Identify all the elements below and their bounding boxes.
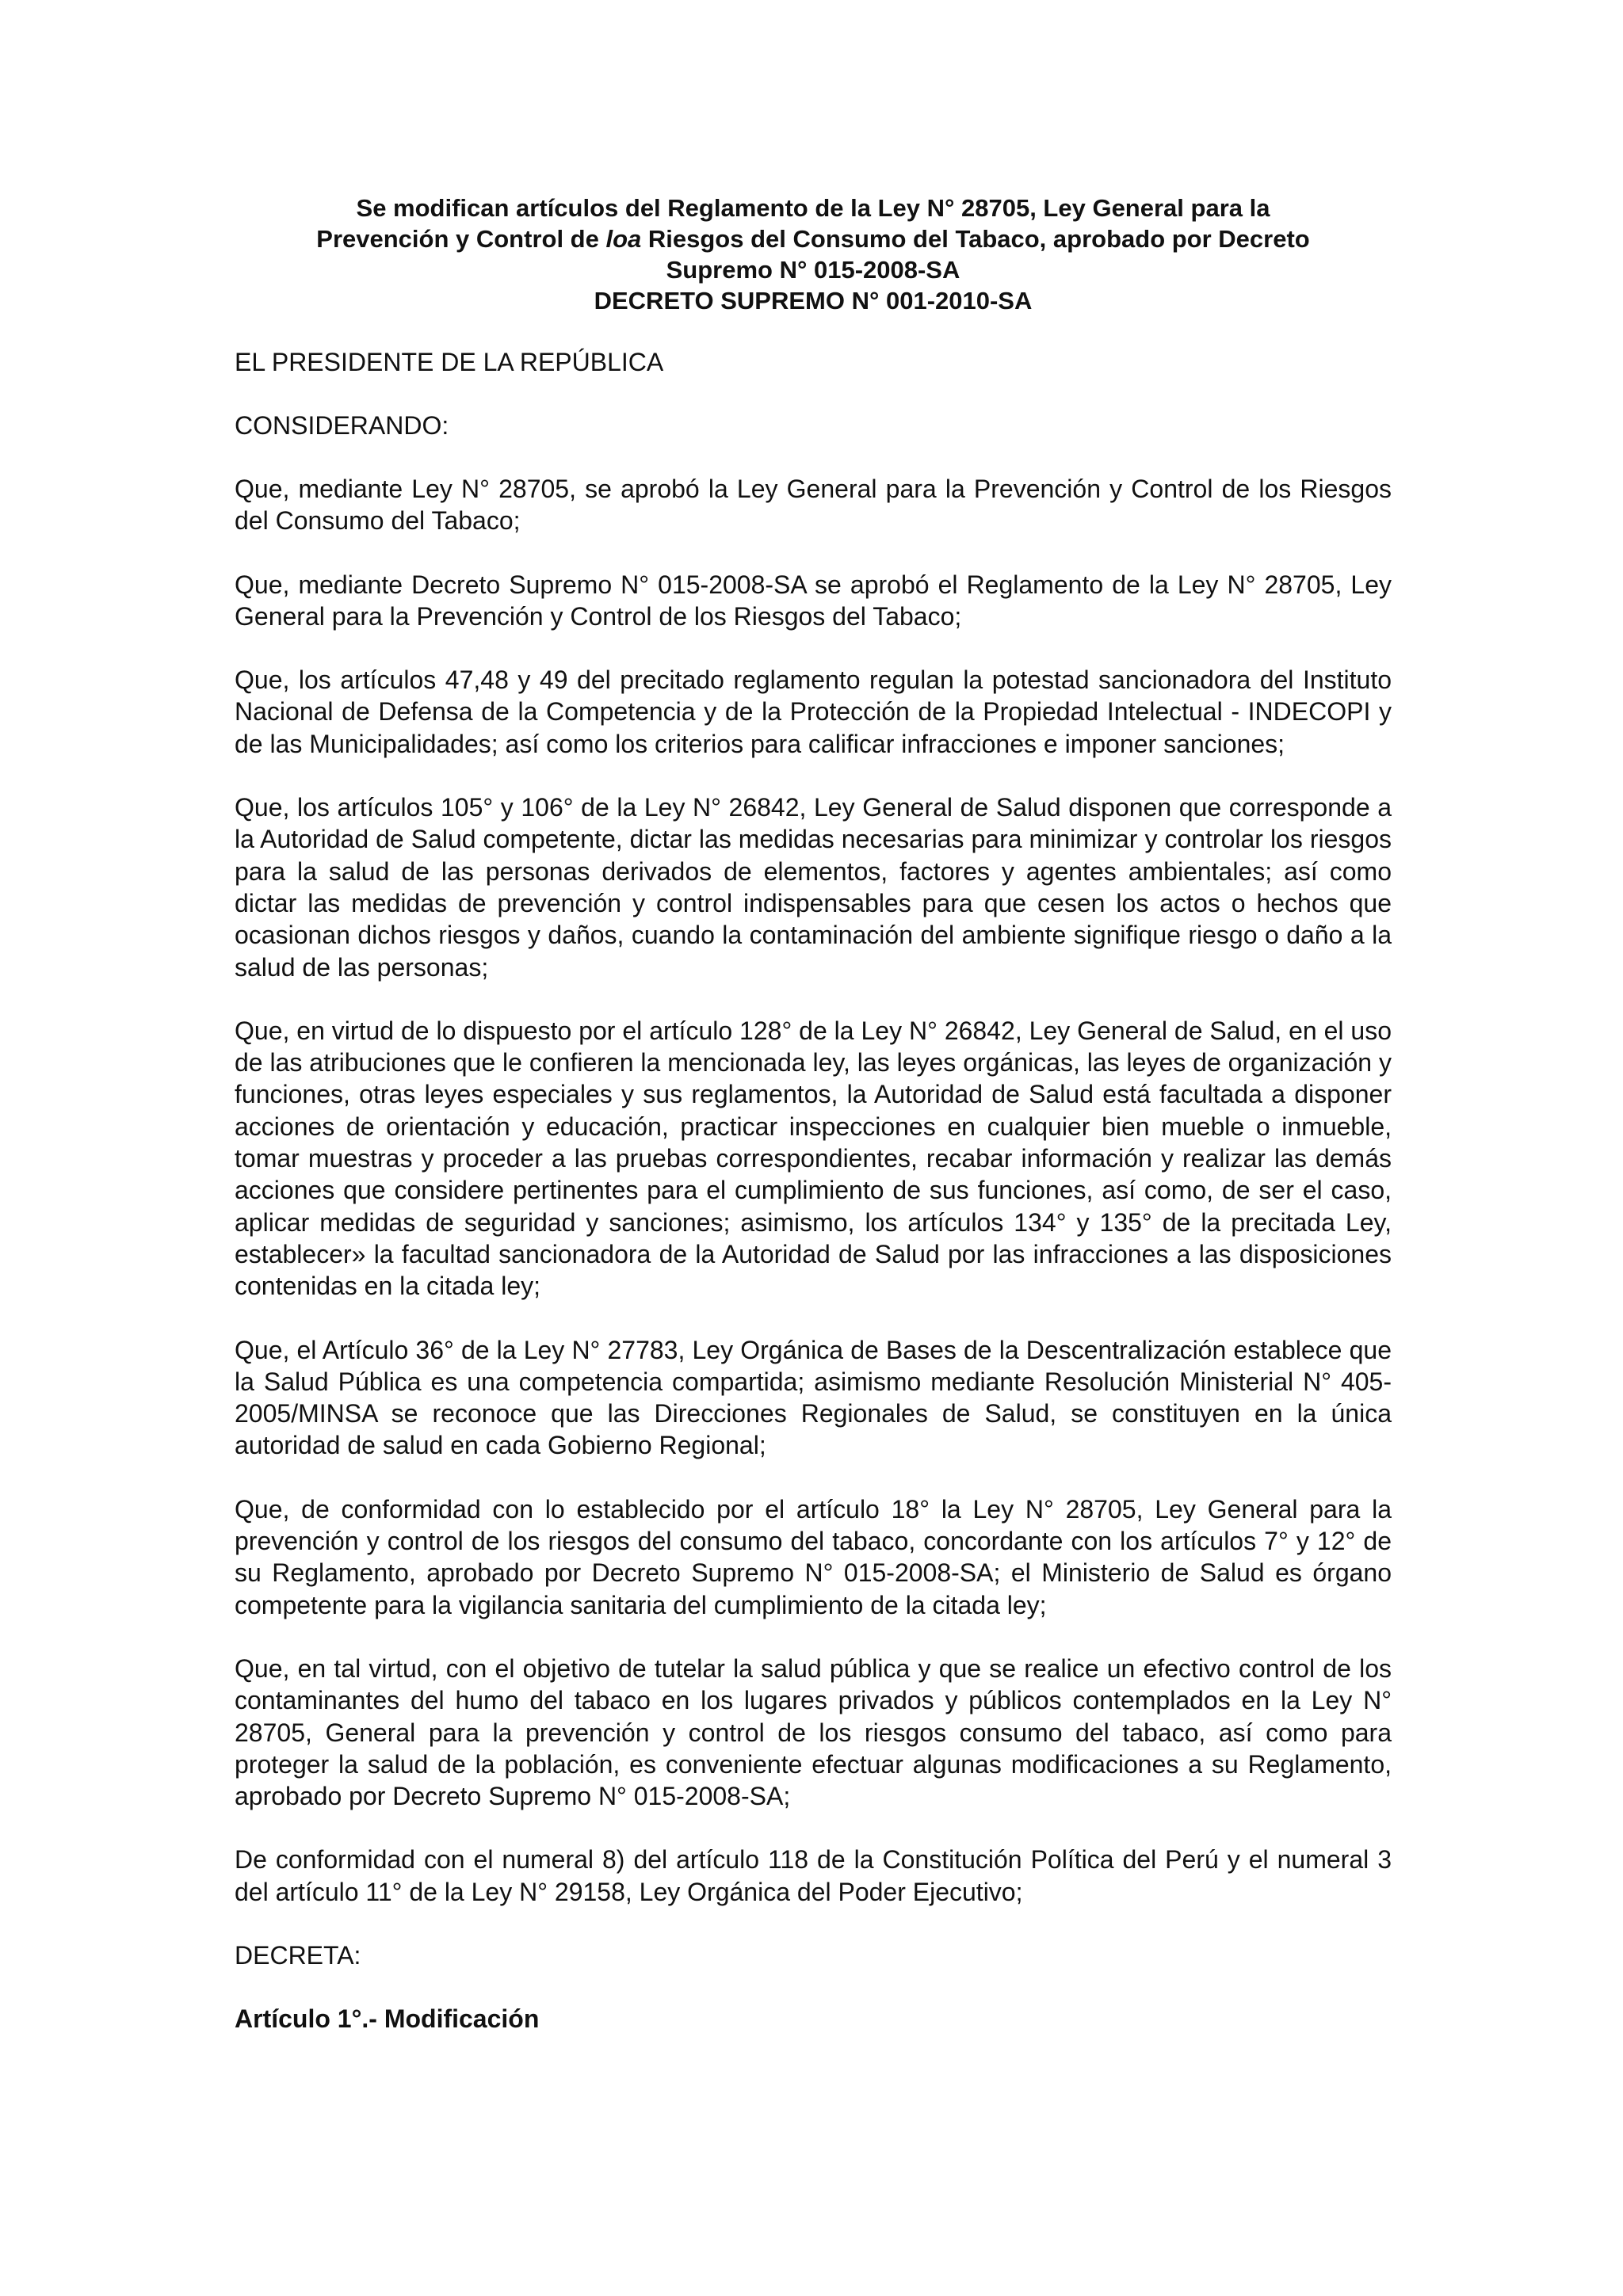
president-line: EL PRESIDENTE DE LA REPÚBLICA bbox=[235, 348, 664, 376]
paragraph-2: Que, mediante Decreto Supremo N° 015-2008-SA se aprobó el Reglamento de la Ley N° 28705, Ley General para la Prevención y Control de los Riesgos del Tabaco; bbox=[235, 570, 1392, 631]
title-line-2 bbox=[235, 223, 1392, 254]
title-line-3: Supremo N° 015-2008-SA bbox=[666, 256, 960, 284]
paragraph-6: Que, el Artículo 36° de la Ley N° 27783, Ley Orgánica de Bases de la Descentralización establece que la Salud Pública es una competencia compartida; asimismo mediante Resolución Ministerial N° 405-2005/MINSA se reconoce que las Direcciones Regionales de Salud, se constituyen en la única autoridad de salud en cada Gobierno Regional; bbox=[235, 1335, 1392, 1460]
title-line-2-italic: loa bbox=[605, 225, 642, 253]
paragraph-3: Que, los artículos 47,48 y 49 del precitado reglamento regulan la potestad sancionadora del Instituto Nacional de Defensa de la Competencia y de la Protección de la Propiedad Intelectual - INDECOPI y de las Municipalidades; así como los criterios para calificar infracciones e imponer sanciones; bbox=[235, 666, 1392, 758]
paragraph-4: Que, los artículos 105° y 106° de la Ley N° 26842, Ley General de Salud disponen que corresponde a la Autoridad de Salud competente, dictar las medidas necesarias para minimizar y controlar los riesgos para la salud de las personas derivados de elementos, factores y agentes ambientales; así como dictar las medidas de prevención y control indispensables para que cesen los actos o hechos que ocasionan dichos riesgos y daños, cuando la contaminación del ambiente signifique riesgo o daño a la salud de las personas; bbox=[235, 793, 1392, 982]
paragraph-8: Que, en tal virtud, con el objetivo de tutelar la salud pública y que se realice un efectivo control de los contaminantes del humo del tabaco en los lugares privados y públicos contemplados en la Ley N° 28705, General para la prevención y control de los riesgos consumo del tabaco, así como para proteger la salud de la población, es conveniente efectuar algunas modificaciones a su Reglamento, aprobado por Decreto Supremo N° 015-2008-SA; bbox=[235, 1653, 1392, 1811]
paragraph-9: De conformidad con el numeral 8) del artículo 118 de la Constitución Política del Perú y el numeral 3 del artículo 11° de la Ley N° 29158, Ley Orgánica del Poder Ejecutivo; bbox=[235, 1845, 1392, 1906]
considerando-heading: CONSIDERANDO: bbox=[235, 411, 449, 440]
paragraph-1: Que, mediante Ley N° 28705, se aprobó la Ley General para la Prevención y Control de los Riesgos del Consumo del Tabaco; bbox=[235, 475, 1392, 536]
article-1-heading: Artículo 1°.- Modificación bbox=[235, 2004, 540, 2033]
title-line-2-start: Prevención y Control de bbox=[316, 225, 599, 253]
document-page bbox=[235, 193, 1392, 2035]
title-line-1: Se modifican artículos del Reglamento de la Ley N° 28705, Ley General para la bbox=[356, 194, 1270, 222]
document-title bbox=[235, 193, 1392, 316]
paragraph-7: Que, de conformidad con lo establecido por el artículo 18° la Ley N° 28705, Ley General para la prevención y control de los riesgos del consumo del tabaco, concordante con los artículos 7° y 12° de su Reglamento, aprobado por Decreto Supremo N° 015-2008-SA; el Ministerio de Salud es órgano competente para la vigilancia sanitaria del cumplimiento de la citada ley; bbox=[235, 1494, 1392, 1619]
decreta-heading: DECRETA: bbox=[235, 1940, 361, 1970]
title-line-2-end: Riesgos del Consumo del Tabaco, aprobado por Decreto bbox=[647, 225, 1310, 253]
decree-number: DECRETO SUPREMO N° 001-2010-SA bbox=[594, 287, 1033, 315]
paragraph-5: Que, en virtud de lo dispuesto por el artículo 128° de la Ley N° 26842, Ley General de Salud, en el uso de las atribuciones que le confieren la mencionada ley, las leyes orgánicas, las leyes de organización y funciones, otras leyes especiales y sus reglamentos, la Autoridad de Salud está facultada a disponer acciones de orientación y educación, practicar inspecciones en cualquier bien mueble o inmueble, tomar muestras y proceder a las pruebas correspondientes, recabar información y realizar las demás acciones que considere pertinentes para el cumplimiento de sus funciones, así como, de ser el caso, aplicar medidas de seguridad y sanciones; asimismo, los artículos 134° y 135° de la precitada Ley, establecer» la facultad sancionadora de la Autoridad de Salud por las infracciones a las disposiciones contenidas en la citada ley; bbox=[235, 1016, 1392, 1301]
